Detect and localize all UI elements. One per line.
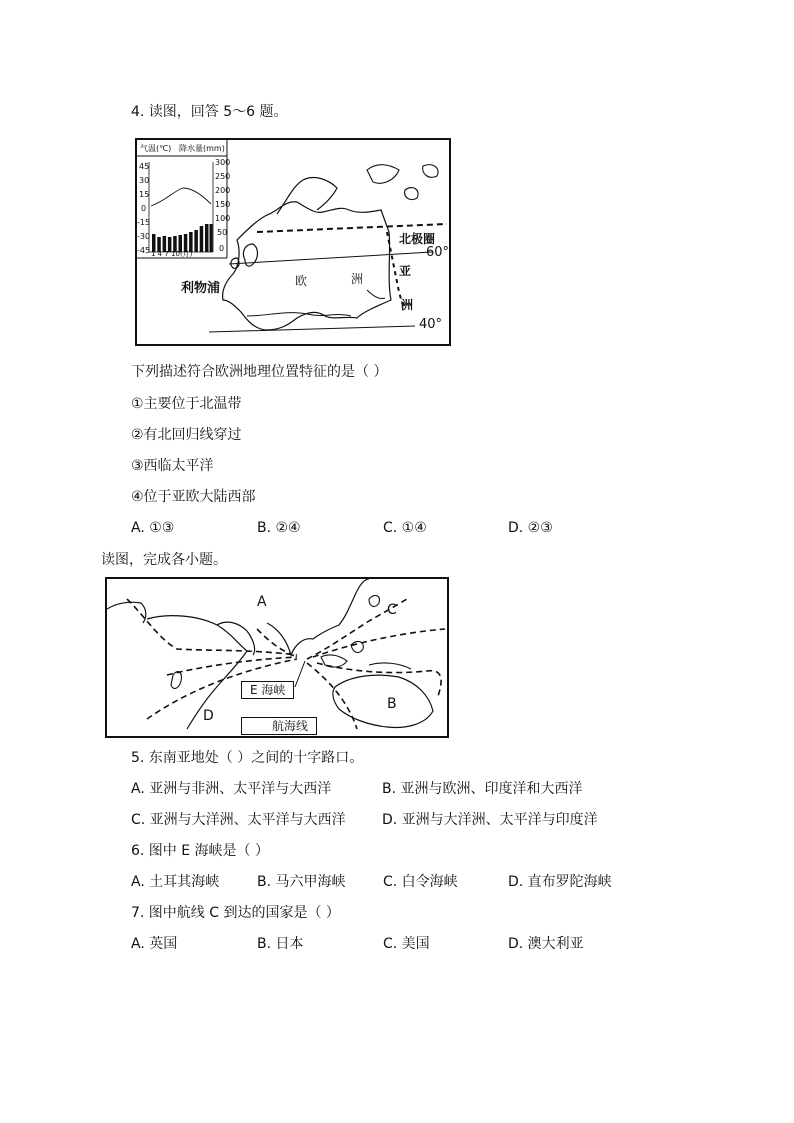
q7-option-a[interactable]: A. 英国	[131, 936, 178, 952]
q4-option-d[interactable]: D. ②③	[508, 520, 553, 536]
q5-stem: 5. 东南亚地处（ ）之间的十字路口。	[131, 750, 364, 766]
q7-option-c[interactable]: C. 美国	[383, 936, 430, 952]
section2-stem: 读图，完成各小题。	[101, 552, 227, 568]
legend-box	[241, 717, 317, 735]
temp-tick: 30	[139, 176, 150, 185]
temp-tick: -45	[137, 246, 151, 255]
q4-option-b[interactable]: B. ②④	[257, 520, 301, 536]
q4-item-3: ③西临太平洋	[131, 458, 214, 474]
q6-option-a[interactable]: A. 土耳其海峡	[131, 874, 220, 890]
q4-option-c[interactable]: C. ①④	[383, 520, 427, 536]
lat-60-label: 60°	[426, 245, 450, 260]
precip-tick: 100	[215, 214, 231, 223]
precip-tick: 150	[215, 200, 231, 209]
q7-option-d[interactable]: D. 澳大利亚	[508, 936, 584, 952]
precip-tick: 300	[215, 158, 231, 167]
europe-label-2: 洲	[351, 272, 364, 286]
q4-item-2: ②有北回归线穿过	[131, 427, 242, 443]
q5-option-b[interactable]: B. 亚洲与欧洲、印度洋和大西洋	[382, 781, 583, 797]
q6-option-d[interactable]: D. 直布罗陀海峡	[508, 874, 612, 890]
q4-option-a[interactable]: A. ①③	[131, 520, 175, 536]
temp-tick: 45	[139, 162, 150, 171]
arctic-circle-label: 北极圈	[399, 232, 436, 246]
q7-option-b[interactable]: B. 日本	[257, 936, 304, 952]
map2-label-d: D	[203, 708, 214, 724]
asia-label-1: 亚	[399, 264, 412, 278]
q4-item-1: ①主要位于北温带	[131, 396, 242, 412]
precip-tick: 200	[215, 186, 231, 195]
temp-tick: -15	[137, 218, 151, 227]
q5-option-d[interactable]: D. 亚洲与大洋洲、太平洋与印度洋	[382, 812, 598, 828]
q4-item-4: ④位于亚欧大陆西部	[131, 489, 256, 505]
shipping-route-map	[105, 577, 449, 738]
precip-tick: 50	[217, 228, 228, 237]
precip-tick: 250	[215, 172, 231, 181]
q4-question: 下列描述符合欧洲地理位置特征的是（ ）	[131, 364, 388, 380]
map2-label-c: C	[387, 602, 397, 618]
precip-tick: 0	[219, 244, 225, 253]
temp-tick: -30	[137, 232, 151, 241]
q5-option-c[interactable]: C. 亚洲与大洋洲、太平洋与大西洋	[131, 812, 346, 828]
strait-e-box: E 海峡	[241, 681, 294, 699]
asia-label-2: 洲	[401, 298, 414, 312]
legend-label: 航海线	[272, 719, 309, 733]
q6-option-b[interactable]: B. 马六甲海峡	[257, 874, 346, 890]
month-ticks: 1 4 7 10(月)	[151, 250, 193, 258]
precip-axis-label: 降水量(mm)	[179, 144, 225, 153]
map2-label-b: B	[387, 696, 397, 712]
q6-option-c[interactable]: C. 白令海峡	[383, 874, 458, 890]
temp-tick: 0	[141, 204, 147, 213]
europe-label-1: 欧	[295, 274, 308, 288]
q4-stem: 4. 读图，回答 5～6 题。	[131, 104, 288, 120]
lat-40-label: 40°	[419, 317, 443, 332]
q7-stem: 7. 图中航线 C 到达的国家是（ ）	[131, 905, 340, 921]
temp-axis-label: 气温(℃)	[140, 144, 172, 153]
temp-tick: 15	[139, 190, 150, 199]
europe-map	[135, 138, 451, 346]
q6-stem: 6. 图中 E 海峡是（ ）	[131, 843, 270, 859]
q5-option-a[interactable]: A. 亚洲与非洲、太平洋与大西洋	[131, 781, 332, 797]
city-liverpool: 利物浦	[181, 281, 221, 296]
map2-label-a: A	[257, 594, 267, 610]
